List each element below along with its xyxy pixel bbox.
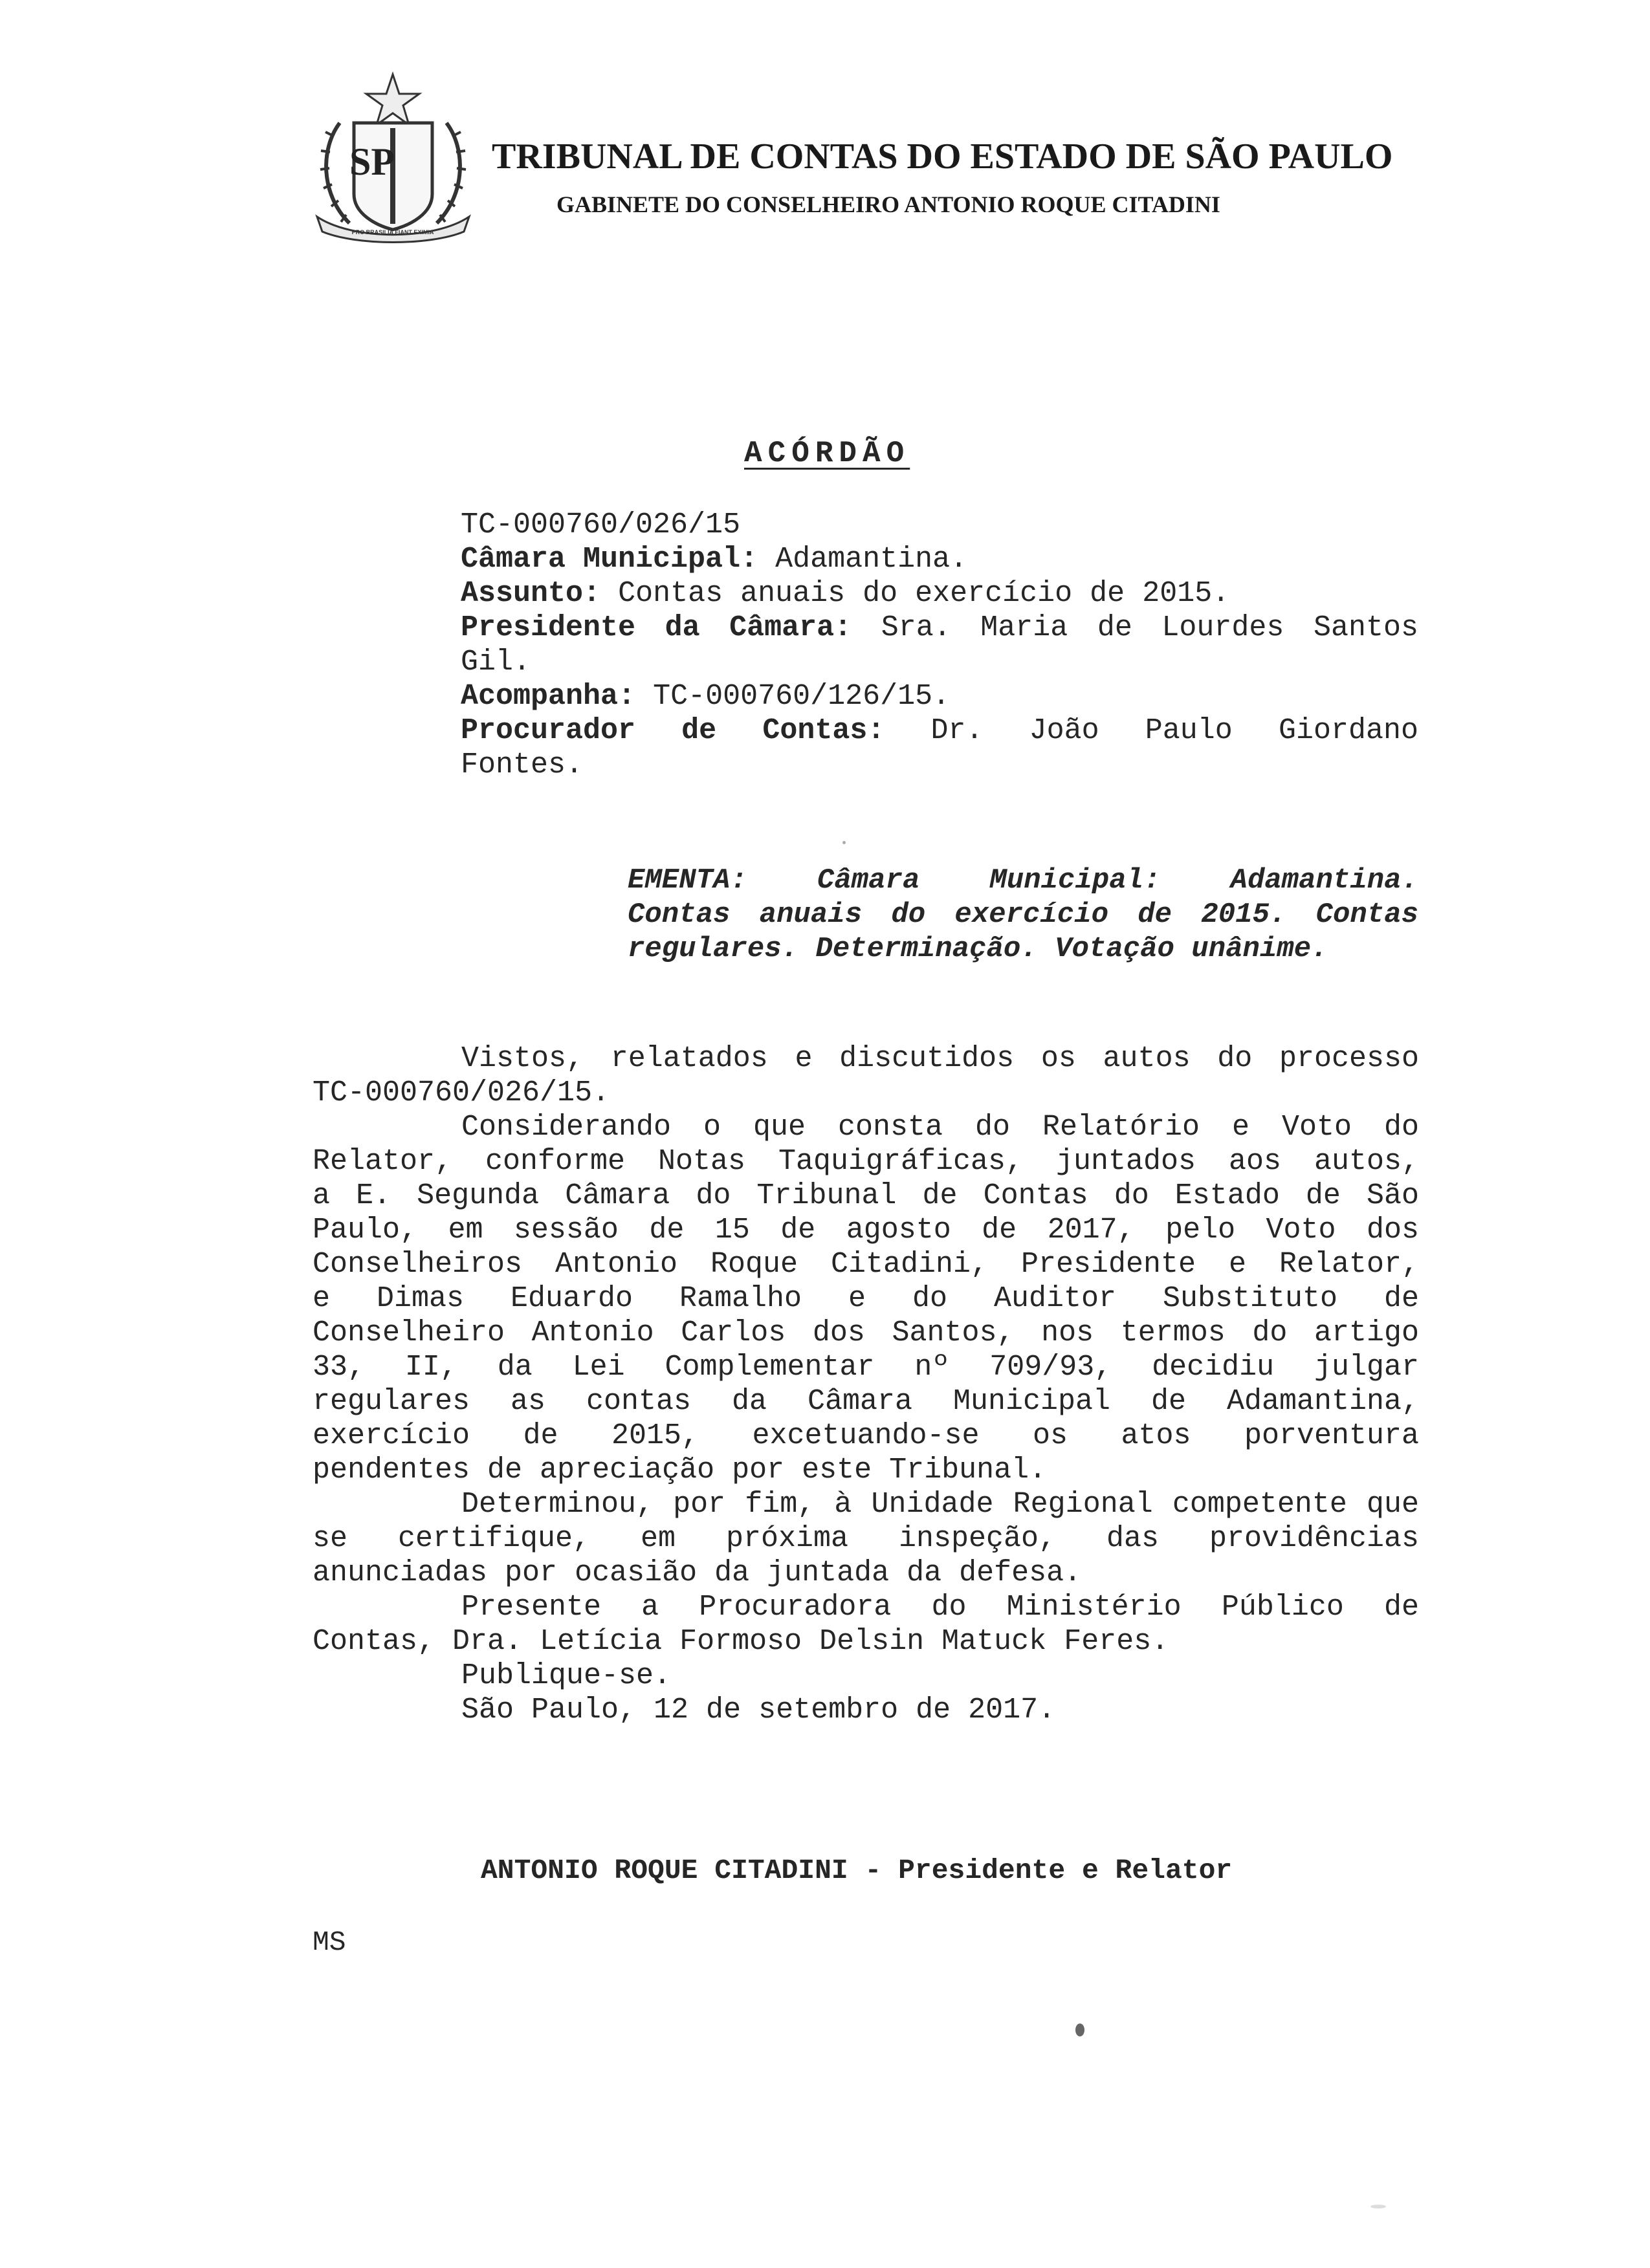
field-procurador-cont: Fontes.	[461, 748, 584, 781]
body-line: e Dimas Eduardo Ramalho e do Auditor Substituto de	[313, 1282, 1419, 1315]
body-line: Contas, Dra. Letícia Formoso Delsin Matuck Feres.	[313, 1625, 1169, 1658]
crest-letter-s: SP	[349, 140, 395, 183]
scan-speck	[1370, 2205, 1386, 2208]
body-line: Vistos, relatados e discutidos os autos do processo	[461, 1042, 1419, 1075]
sao-paulo-coat-of-arms-icon	[314, 71, 472, 246]
ementa-line1-rest: Câmara Municipal: Adamantina.	[817, 864, 1418, 897]
body-line: São Paulo, 12 de setembro de 2017.	[461, 1694, 1056, 1727]
institution-title: TRIBUNAL DE CONTAS DO ESTADO DE SÃO PAULO	[492, 136, 1393, 177]
field-presidente: Presidente da Câmara: Sra. Maria de Lourdes Santos	[461, 611, 1419, 644]
field-value: Dr. João Paulo Giordano	[930, 714, 1418, 747]
process-number: TC-000760/026/15	[461, 508, 741, 541]
field-label: Assunto	[461, 577, 584, 610]
body-line: Determinou, por fim, à Unidade Regional competente que	[461, 1488, 1419, 1521]
body-line: a E. Segunda Câmara do Tribunal de Contas do Estado de São	[313, 1179, 1419, 1212]
ementa-line-1	[628, 864, 1418, 898]
body-line: anunciadas por ocasião da juntada da defesa.	[313, 1556, 1082, 1589]
body-line: exercício de 2015, excetuando-se os atos porventura	[313, 1419, 1419, 1452]
decision-body	[313, 1041, 1419, 1727]
body-line: Conselheiros Antonio Roque Citadini, Presidente e Relator,	[313, 1248, 1419, 1281]
field-value: Adamantina.	[775, 543, 968, 576]
body-line: Considerando o que consta do Relatório e Voto do	[461, 1111, 1419, 1144]
typist-initials: MS	[313, 1926, 346, 1958]
body-line: Publique-se.	[461, 1659, 672, 1692]
field-presidente-cont: Gil.	[461, 646, 531, 679]
body-line: se certifique, em próxima inspeção, das providências	[313, 1522, 1419, 1555]
body-line: Paulo, em sessão de 15 de agosto de 2017, pelo Voto dos	[313, 1214, 1419, 1247]
document-title: ACÓRDÃO	[744, 437, 910, 470]
body-line: regulares as contas da Câmara Municipal de Adamantina,	[313, 1385, 1419, 1418]
scan-speck	[1075, 2023, 1084, 2036]
body-line: Conselheiro Antonio Carlos dos Santos, nos termos do artigo	[313, 1316, 1419, 1349]
body-line: Relator, conforme Notas Taquigráficas, juntados aos autos,	[313, 1145, 1419, 1178]
body-line: TC-000760/026/15.	[313, 1076, 610, 1109]
ementa-block	[628, 864, 1418, 966]
field-label: Acompanha	[461, 680, 619, 713]
field-acompanha: Acompanha: TC-000760/126/15.	[461, 680, 951, 713]
signature-line: ANTONIO ROQUE CITADINI - Presidente e Relator	[481, 1855, 1233, 1886]
body-line: 33, II, da Lei Complementar nº 709/93, decidiu julgar	[313, 1351, 1419, 1384]
field-value: Contas anuais do exercício de 2015.	[618, 577, 1230, 610]
ementa-label: EMENTA:	[628, 864, 747, 897]
field-value: TC-000760/126/15.	[653, 680, 951, 713]
body-line: Presente a Procuradora do Ministério Público de	[461, 1591, 1419, 1624]
office-subtitle: GABINETE DO CONSELHEIRO ANTONIO ROQUE CITADINI	[556, 191, 1220, 217]
body-line: pendentes de apreciação por este Tribunal.	[313, 1454, 1047, 1487]
crest-motto: PRO BRASILIA FIANT EXIMIA	[351, 229, 434, 235]
field-camara: Câmara Municipal: Adamantina.	[461, 543, 968, 576]
field-label: Procurador de Contas	[461, 714, 868, 747]
field-label: Câmara Municipal	[461, 543, 741, 576]
ementa-line-3: regulares. Determinação. Votação unânime.	[628, 933, 1328, 965]
field-assunto: Assunto: Contas anuais do exercício de 2015.	[461, 577, 1230, 610]
scan-speck	[842, 841, 846, 844]
field-value: Sra. Maria de Lourdes Santos	[881, 611, 1419, 644]
field-procurador: Procurador de Contas: Dr. João Paulo Giordano	[461, 714, 1418, 747]
ementa-line-2: Contas anuais do exercício de 2015. Contas	[628, 899, 1418, 931]
process-info	[461, 508, 1418, 782]
field-label: Presidente da Câmara	[461, 611, 835, 644]
